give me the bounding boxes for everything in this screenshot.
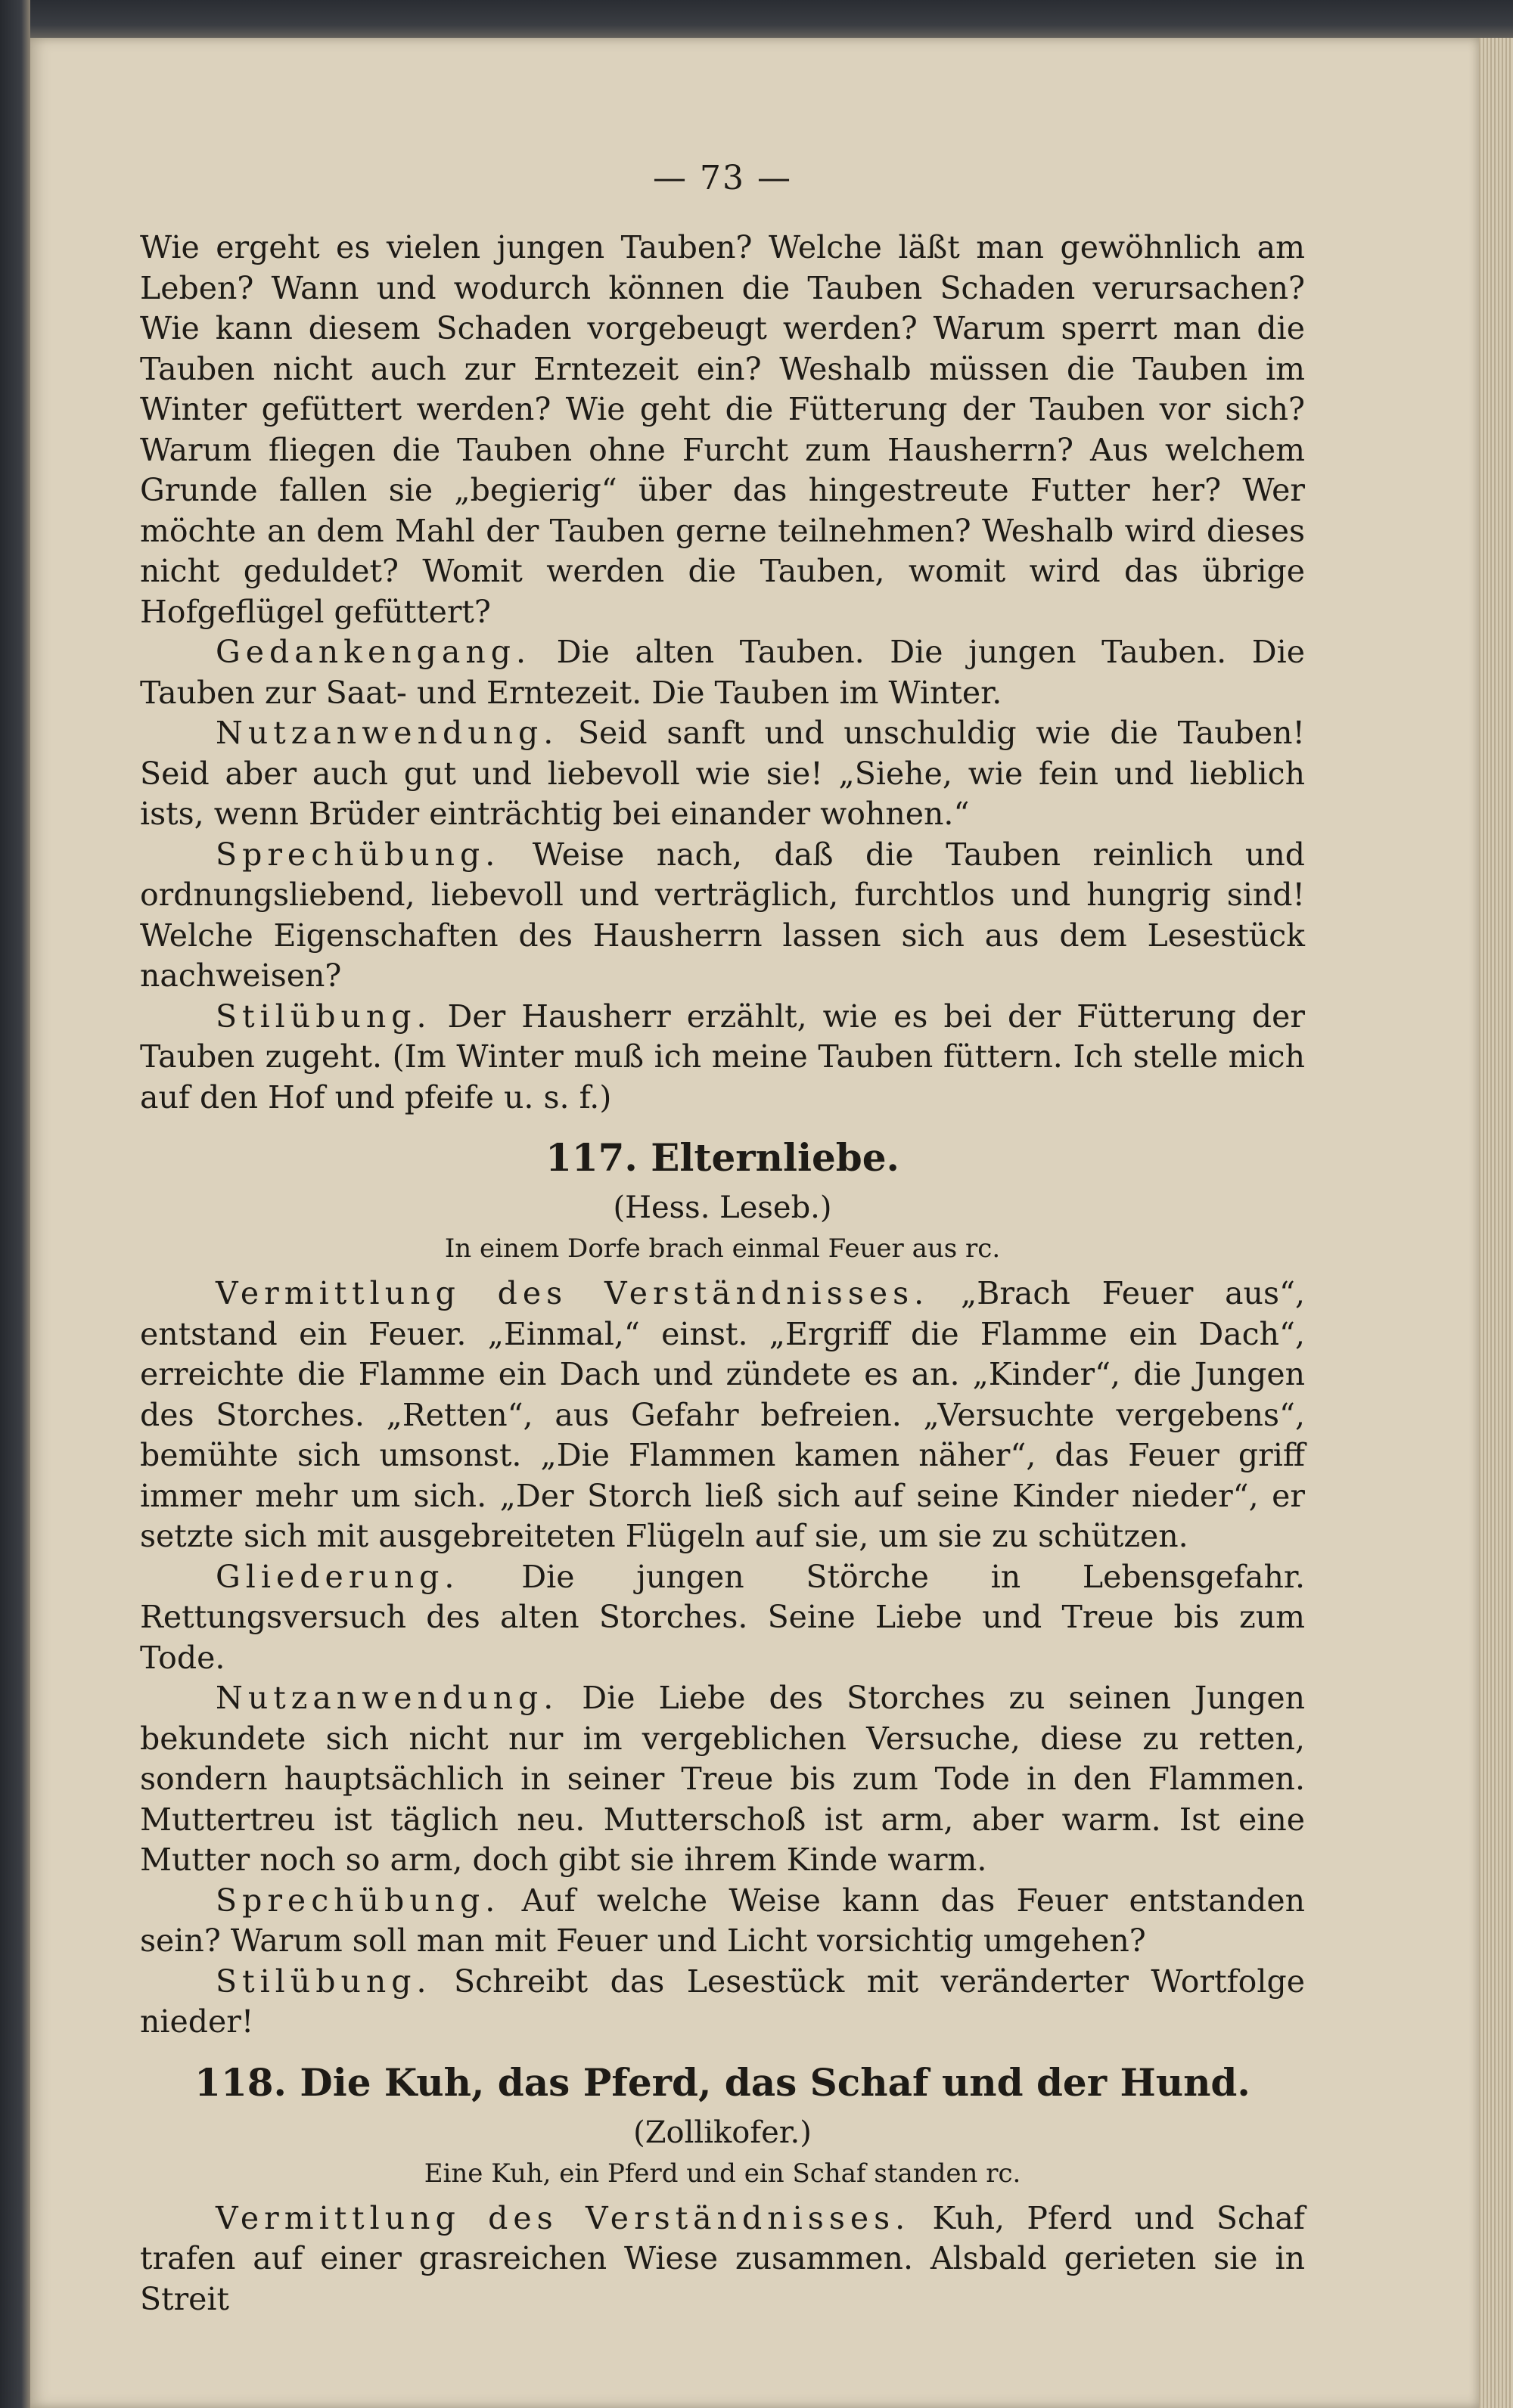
questions-paragraph: Wie ergeht es vielen jungen Tauben? Welche läßt man gewöhnlich am Leben? Wann und wodurch können die Tauben Schaden verursachen? Wie kann diesem Schaden vorgebeugt werden? Warum sperrt man die Tauben nicht auch zur Erntezeit ein? Weshalb müssen die Tauben im Winter gefüttert werden? Wie geht die Fütterung der Tauben vor sich? Warum fliegen die Tauben ohne Furcht zum Hausherrn? Aus welchem Grunde fallen sie „begierig“ über das hingestreute Futter her? Wer möchte an dem Mahl der Tauben gerne teilnehmen? Weshalb wird dieses nicht geduldet? Womit werden die Tauben, womit wird das übrige Hofgeflügel gefüttert? [140,229,1305,630]
section-118-title: 118. Die Kuh, das Pferd, das Schaf und der Hund. [194,2059,1250,2105]
s117-sprechuebung-label: Sprechübung. [216,1882,501,1919]
s118-vermittlung-label: Vermittlung des Verständnisses. [216,2199,911,2236]
s117-vermittlung-paragraph [140,1274,1305,1557]
s117-gliederung-paragraph [140,1557,1305,1679]
s117-gliederung-text: Die jungen Störche in Lebensgefahr. Rettungsversuch des alten Storches. Seine Liebe und Treue bis zum Tode. [140,1558,1305,1676]
section-117-source: (Hess. Leseb.) [613,1190,832,1225]
section-117-title: 117. Elternliebe. [545,1135,899,1180]
nutzanwendung-label: Nutzanwendung. [216,715,559,751]
s117-gliederung-label: Gliederung. [216,1558,460,1595]
sprechuebung-text: Weise nach, daß die Tauben reinlich und ordnungsliebend, liebevoll und verträglich, furchtlos und hungrig sind! Welche Eigenschaften des Hausherrn lassen sich aus dem Lesestück nachweisen? [140,836,1305,994]
s117-vermittlung-label: Vermittlung des Verständnisses. [216,1275,930,1311]
sprechuebung-paragraph [140,835,1305,997]
s118-vermittlung-paragraph [140,2199,1305,2320]
section-118-incipit: Eine Kuh, ein Pferd und ein Schaf standen rc. [424,2158,1021,2189]
stiluebung-text: Der Hausherr erzählt, wie es bei der Fütterung der Tauben zugeht. (Im Winter muß ich meine Tauben füttern. Ich stelle mich auf den Hof und pfeife u. s. f.) [140,998,1305,1116]
s117-nutzanwendung-paragraph [140,1678,1305,1881]
s117-sprechuebung-paragraph [140,1881,1305,1962]
s118-vermittlung-text: Kuh, Pferd und Schaf trafen auf einer grasreichen Wiese zusammen. Alsbald gerieten sie in Streit [140,2199,1305,2317]
page-stack-edge [1479,38,1513,2408]
sprechuebung-label: Sprechübung. [216,836,501,873]
s117-vermittlung-text: „Brach Feuer aus“, entstand ein Feuer. „Einmal,“ einst. „Ergriff die Flamme ein Dach“, erreichte die Flamme ein Dach und zündete es an. „Kinder“, die Jungen des Storches. „Retten“, aus Gefahr befreien. „Versuchte vergebens“, bemühte sich umsonst. „Die Flammen kamen näher“, das Feuer griff immer mehr um sich. „Der Storch ließ sich auf seine Kinder nieder“, er setzte sich mit ausgebreiteten Flügeln auf sie, um sie zu schützen. [140,1275,1305,1554]
book-spine-top [0,0,1513,42]
s117-sprechuebung-text: Auf welche Weise kann das Feuer entstanden sein? Warum soll man mit Feuer und Licht vorsichtig umgehen? [140,1882,1305,1959]
nutzanwendung-text: Seid sanft und unschuldig wie die Tauben! Seid aber auch gut und liebevoll wie sie! „Siehe, wie fein und lieblich ists, wenn Brüder einträchtig bei einander wohnen.“ [140,715,1305,832]
book-binding-edge [0,0,30,2408]
stiluebung-label: Stilübung. [216,998,432,1035]
s117-nutzanwendung-text: Die Liebe des Storches zu seinen Jungen bekundete sich nicht nur im vergeblichen Versuche, diese zu retten, sondern hauptsächlich in seiner Treue bis zum Tode in den Flammen. Muttertreu ist täglich neu. Mutterschoß ist arm, aber warm. Ist eine Mutter noch so arm, doch gibt sie ihrem Kinde warm. [140,1680,1305,1878]
gedankengang-label: Gedankengang. [216,634,531,670]
s117-stiluebung-paragraph [140,1962,1305,2043]
section-117-incipit: In einem Dorfe brach einmal Feuer aus rc. [444,1233,1001,1264]
gedankengang-paragraph [140,632,1305,713]
s117-stiluebung-text: Schreibt das Lesestück mit veränderter Wortfolge nieder! [140,1963,1305,2040]
page-content [140,159,1305,2320]
s117-stiluebung-label: Stilübung. [216,1963,432,2000]
section-118-source: (Zollikofer.) [633,2115,812,2150]
gedankengang-text: Die alten Tauben. Die jungen Tauben. Die Tauben zur Saat- und Erntezeit. Die Tauben im Winter. [140,634,1305,711]
page-number: — 73 — [653,159,792,197]
stiluebung-paragraph [140,997,1305,1119]
s117-nutzanwendung-label: Nutzanwendung. [216,1680,559,1716]
nutzanwendung-paragraph [140,713,1305,835]
